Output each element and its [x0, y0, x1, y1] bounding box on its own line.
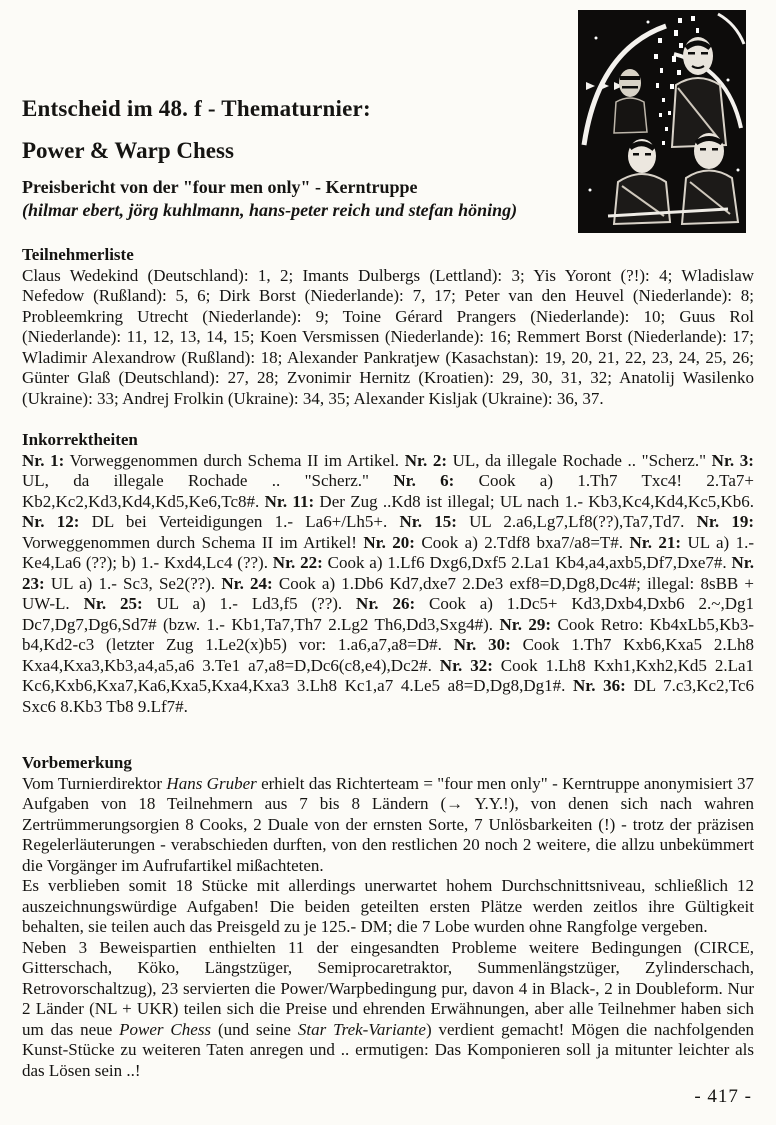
participant-entry: Guus Rol (Niederlande): 11, 12, 13, 14, 15;	[22, 306, 754, 346]
participant-entry: Alexander Pankratjew (Kasachstan): 19, 20, 21, 22, 23, 24, 25, 26;	[287, 347, 754, 367]
participant-entry: Dirk Borst (Niederlande): 7, 17;	[219, 286, 456, 305]
incorrect-item-text: UL a) 1.- Ld3,f5 (??).	[156, 594, 343, 613]
participant-entry: Anatolij Wasilenko (Ukraine): 33;	[22, 368, 755, 408]
incorrect-item-label: Nr. 36:	[573, 676, 626, 695]
section-heading-inkorrektheiten: Inkorrektheiten	[22, 430, 138, 449]
header-block	[22, 0, 578, 221]
vorbemerkung-paragraph-1	[22, 774, 754, 877]
incorrect-item-text: DL bei Verteidigungen 1.- La6+/Lh5+.	[91, 512, 388, 531]
section-heading-vorbemerkung: Vorbemerkung	[22, 753, 132, 772]
incorrect-item-text: UL, da illegale Rochade .. "Scherz."	[452, 450, 707, 470]
incorrectness-list	[22, 451, 754, 718]
p3-italic-power-chess: Power Chess	[119, 1019, 212, 1039]
incorrect-item-text: Der Zug ..Kd8 ist illegal; UL nach 1.- Kb3,Kc4,Kd4,Kc5,Kb6.	[319, 491, 755, 511]
incorrect-item-text: Vorweggenommen durch Schema II im Artikel!	[22, 532, 357, 552]
incorrect-item-text: Cook a) 1.Th7 Txc4! 2.Ta7+ Kb2,Kc2,Kd3,Kd4,Kd5,Ke6,Tc8#.	[22, 471, 754, 511]
incorrect-item-text: DL 7.c3,Kc2,Tc6 Sxc6 8.Kb3 Tb8 9.Lf7#.	[22, 676, 755, 716]
participant-entry: Wladislaw Nefedow (Rußland): 5, 6;	[22, 265, 755, 305]
byline: (hilmar ebert, jörg kuhlmann, hans-peter reich und stefan höning)	[22, 200, 518, 220]
incorrect-item-label: Nr. 12:	[22, 512, 80, 531]
p3-text-end: ) verdient gemacht! Mögen die nachfolgenden Kunst-Stücke zu weiteren Taten anregen und .. ermutigen: Das Komponieren soll ja mitunter leichter als das Lösen sein ..!	[22, 1019, 755, 1080]
participant-entry: Probleemkring Utrecht (Niederlande): 9;	[22, 306, 329, 326]
incorrect-item-label: Nr. 29:	[499, 614, 552, 634]
vorbemerkung-paragraph-2: Es verblieben somit 18 Stücke mit allerdings unerwartet hohem Durchschnittsniveau, schließlich 12 auszeichnungswürdige Aufgaben! Die beiden geteilten ersten Plätze werden zeitlos ihre Gültigkeit behalten, sie teilen auch das Preisgeld zu je 125.- DM; die 7 Lobe wurden ohne Rangfolge vergeben.	[22, 876, 754, 936]
participant-entry: Remmert Borst (Niederlande): 17;	[516, 327, 754, 346]
incorrect-item-text: Cook a) 1.Lf6 Dxg6,Dxf5 2.La1 Kb4,a4,axb5,Df7,Dxe7#.	[327, 553, 727, 572]
participant-entry: Andrej Frolkin (Ukraine): 34, 35;	[122, 388, 351, 408]
incorrect-item-label: Nr. 1:	[22, 450, 65, 470]
p3-text: Neben 3 Beweispartien enthielten 11 der eingesandten Probleme weitere Bedingungen (CIRCE, Gitterschach, Köko, Längstzüger, Semiprocaretraktor, Summenlängstzüger, Zylinderschach, Retrovorschaltzug), 23 servierten die Power/Warpbedingung pur, davon 4 in Black-, 2 in Doubleform. Nur 2 Länder (NL + UKR) teilen sich die Preise und ehrenden Erwähnungen, aber alle Teilnehmer haben sich um das neue	[22, 937, 754, 1039]
incorrect-item-label: Nr. 26:	[356, 594, 416, 613]
incorrect-item-label: Nr. 15:	[399, 512, 457, 531]
participant-entry: Wladimir Alexandrow (Rußland): 18;	[22, 347, 283, 367]
star-trek-crew-photo	[578, 10, 746, 233]
incorrect-item-label: Nr. 32:	[439, 655, 493, 675]
participant-list	[22, 266, 754, 410]
incorrect-item-text: UL 2.a6,Lg7,Lf8(??),Ta7,Td7.	[469, 512, 685, 531]
incorrect-item-label: Nr. 23:	[22, 553, 754, 593]
incorrect-item-label: Nr. 24:	[221, 573, 273, 593]
incorrect-item-text: Cook a) 1.Dc5+ Kd3,Dxb4,Dxb6 2.~,Dg1 Dc7,Dg7,Dg6,Sd7# (bzw. 1.- Kb1,Ta7,Th7 2.Lg2 Th6,Dd3,Sxg4#).	[22, 594, 755, 634]
participant-entry: Zvonimir Hernitz (Kroatien): 29, 30, 31, 32;	[286, 368, 612, 387]
page-title-line1: Entscheid im 48. f - Thematurnier:	[22, 96, 371, 121]
incorrect-item-text: Vorweggenommen durch Schema II im Artikel.	[69, 450, 400, 470]
incorrect-item-label: Nr. 20:	[363, 532, 415, 552]
incorrect-item-label: Nr. 22:	[272, 553, 323, 572]
incorrect-item-label: Nr. 6:	[393, 471, 455, 490]
participant-entry: Günter Glaß (Deutschland): 27, 28;	[22, 368, 279, 387]
participant-entry: Alexander Kisljak (Ukraine): 36, 37.	[353, 388, 604, 408]
p1-text: Vom Turnierdirektor	[22, 773, 167, 793]
page-number: - 417 -	[694, 1086, 752, 1107]
incorrect-item-text: Cook a) 1.Db6 Kd7,dxe7 2.De3 exf8=D,Dg8,Dc4#; illegal: 8sBB + UW-L.	[22, 573, 755, 613]
incorrect-item-label: Nr. 2:	[404, 450, 447, 470]
incorrect-item-text: Cook 1.Th7 Kxb6,Kxa5 2.Lh8 Kxa4,Kxa3,Kb3,a4,a5,a6 3.Te1 a7,a8=D,Dc6(c8,e4),Dc2#.	[22, 635, 754, 675]
subtitle: Preisbericht von der "four men only" - Kerntruppe	[22, 177, 418, 197]
participant-entry: Claus Wedekind (Deutschland): 1, 2;	[22, 265, 294, 285]
incorrect-item-label: Nr. 30:	[453, 635, 511, 654]
vorbemerkung-paragraph-3	[22, 938, 754, 1082]
incorrect-item-text: UL, da illegale Rochade .. "Scherz."	[22, 471, 369, 490]
incorrect-item-text: Cook Retro: Kb4xLb5,Kb3-b4,Kd2-c3 (letzter Zug 1.Le2(x)b5) vor: 1.a6,a7,a8=D#.	[22, 614, 755, 654]
participant-entry: Toine Gérard Prangers (Niederlande): 10;	[342, 306, 666, 326]
incorrect-item-label: Nr. 21:	[629, 532, 682, 552]
incorrect-item-label: Nr. 3:	[711, 450, 754, 470]
participant-entry: Peter van den Heuvel (Niederlande): 8;	[464, 286, 755, 305]
incorrect-item-label: Nr. 11:	[264, 491, 315, 511]
p3-text-mid: (und seine	[211, 1019, 298, 1039]
page-title-line2: Power & Warp Chess	[22, 138, 234, 163]
participant-entry: Yis Yoront (?!): 4;	[533, 265, 673, 285]
incorrect-item-text: Cook a) 2.Tdf8 bxa7/a8=T#.	[421, 532, 624, 552]
p1-italic-name: Hans Gruber	[166, 773, 257, 793]
participant-entry: Imants Dulbergs (Lettland): 3;	[302, 265, 525, 285]
incorrect-item-text: Cook 1.Lh8 Kxh1,Kxh2,Kd5 2.La1 Kc6,Kxb6,Kxa7,Ka6,Kxa5,Kxa4,Kxa3 3.Lh8 Kc1,a7 4.Le5 a8=D,Dg8,Dg1#.	[22, 655, 754, 695]
p3-italic-star-trek: Star Trek-Variante	[297, 1019, 426, 1039]
participant-entry: Koen Versmissen (Niederlande): 16;	[260, 327, 512, 346]
incorrect-item-text: UL a) 1.- Ke4,La6 (??); b) 1.- Kxd4,Lc4 (??).	[22, 532, 755, 572]
incorrect-item-label: Nr. 25:	[83, 594, 143, 613]
p1-text-cont: erhielt das Richterteam = "four men only" - Kerntruppe anonymisiert 37 Aufgaben von 18 Teilnehmern aus 7 bis 8 Ländern (→ Y.Y.!), von denen sich nach wahren Zertrümmerungsorgien 8 Cooks, 2 Duale von der ernsten Sorte, 7 Unlösbarkeiten (!) - trotz der präzisen Regelerläuterungen - verabschieden durften, von den restlichen 20 noch 2 weitere, die allzu unbekümmert die Vorgänger im Aufrufartikel mißachteten.	[22, 773, 754, 875]
section-heading-teilnehmerliste: Teilnehmerliste	[22, 245, 134, 264]
incorrect-item-label: Nr. 19:	[696, 512, 755, 531]
incorrect-item-text: UL a) 1.- Sc3, Se2(??).	[50, 573, 216, 593]
